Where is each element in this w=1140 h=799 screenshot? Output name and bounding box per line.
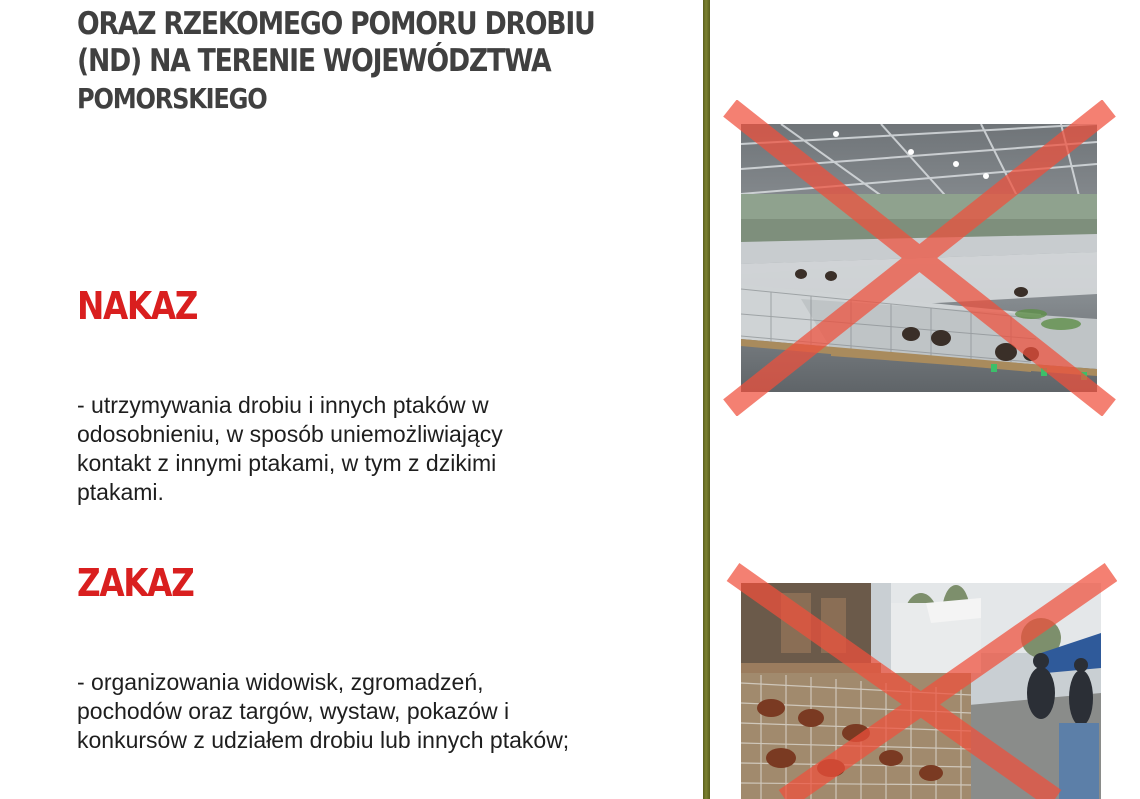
poultry-market-photo <box>741 583 1101 799</box>
zakaz-text: - organizowania widowisk, zgromadzeń, pochodów oraz targów, wystaw, pokazów i konkursów z udziałem drobiu lub innych ptaków; <box>77 669 570 753</box>
zakaz-title: ZAKAZ <box>77 561 194 605</box>
heading-line-1: ORAZ RZEKOMEGO POMORU DROBIU <box>77 6 595 42</box>
exhibition-hall-illustration <box>741 124 1097 392</box>
vertical-divider <box>703 0 710 799</box>
heading-line-3: POMORSKIEGO <box>77 82 267 115</box>
document-heading <box>77 6 593 117</box>
poultry-market-illustration <box>741 583 1101 799</box>
poultry-exhibition-photo <box>741 124 1097 392</box>
nakaz-text: - utrzymywania drobiu i innych ptaków w odosobnieniu, w sposób uniemożliwiający kontakt z innymi ptakami, w tym z dzikimi ptakami. <box>77 392 503 505</box>
heading-line-2: (ND) NA TERENIE WOJEWÓDZTWA <box>77 43 551 79</box>
nakaz-title: NAKAZ <box>77 284 198 328</box>
